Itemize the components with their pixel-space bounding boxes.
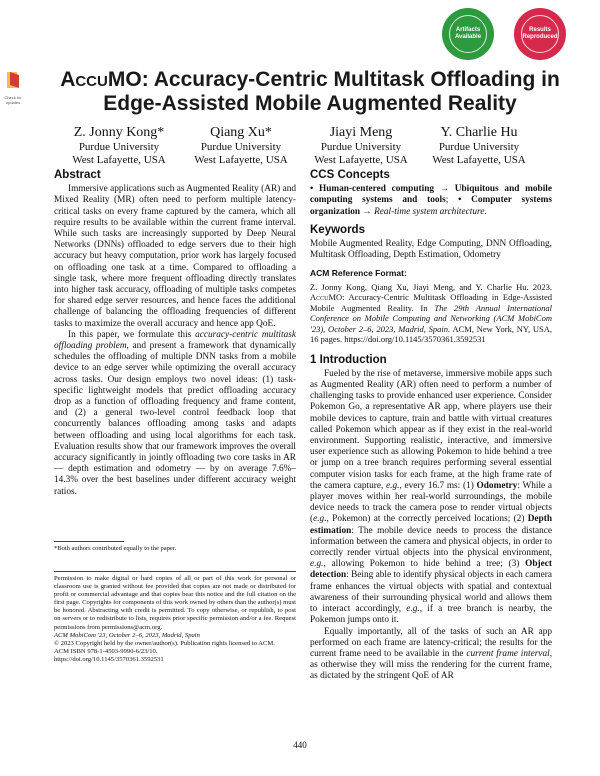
problem-name: accuracy-centric multitask offloading problem [54, 329, 296, 352]
keywords-heading: Keywords [310, 223, 365, 236]
introduction-paragraph: Fueled by the rise of metaverse, immersive mobile apps such as Augmented Reality (AR) often need to perform a number of challenging tasks to provide enhanced user experience. Consider Pokemon Go, a representative AR app, where players use their mobile devices to capture, train and battle with virtual creatures called Pokemon which appear as if they exist in the real-world environment. Supporting realistic, interactive, and immersive user experience such as allowing Pokemon to hide behind a tree or jump on a tree branch requires performing several essential computer vision tasks for each frame, at the high frame rate of the camera capture, e.g., every 16.7 ms: (1) Odometry: While a player moves within her real-world surroundings, the mobile device needs to track the camera pose to render virtual objects (e.g., Pokemon) at the correctly perceived locations; (2) Depth estimation: The mobile device needs to process the distance information between the camera and physical objects, in order to correctly render virtual objects into the physical environment, e.g., allowing Pokemon to hide behind a tree; (3) Object detection: Being able to identify physical objects in each camera frame enhances the virtual objects with spatial and contextual awareness of their surrounding physical world and allows them to interact accordingly, e.g., if a tree branch is nearby, the Pokemon jumps onto it. [310, 368, 553, 626]
author-name: Y. Charlie Hu [440, 125, 518, 140]
left-column [54, 170, 296, 498]
keywords-list: Mobile Augmented Reality, Edge Computing, DNN Offloading, Multitask Offloading, Depth Estimation, Odometry [310, 239, 552, 261]
page-number: 440 [293, 740, 307, 750]
results-reproduced-badge [514, 8, 566, 60]
doi-link[interactable]: https://doi.org/10.1145/3570361.3592531 [54, 655, 164, 663]
abstract-paragraph: Immersive applications such as Augmented Reality (AR) and Mixed Reality (MR) often need to perform multiple latency-critical tasks on every frame captured by the camera, which all require results to be available within the current frame interval. While such tasks are increasingly supported by Deep Neural Networks (DNNs) offloaded to edge servers due to their high accuracy but heavy computation, prior work has largely focused on offloading one task at a time. Compared to offloading a single task, where more frequent offloading directly translates into higher task accuracy, offloading of multiple tasks competes for shared edge server resources, and hence faces the additional challenge of balancing the offloading frequencies of different tasks to maximize the overall accuracy and hence app QoE. [54, 184, 296, 329]
author-affiliation: Purdue University [438, 141, 520, 153]
right-column [310, 170, 552, 683]
author-affiliation: Purdue University [78, 141, 160, 153]
permission-block [54, 575, 296, 664]
check-for-updates-icon [4, 70, 22, 90]
ccs-concepts: • Human-centered computing → Ubiquitous and mobile computing systems and tools; • Computer systems organization → Real-time system architecture. [310, 184, 552, 217]
author-affiliation: Purdue University [320, 141, 402, 153]
abstract-heading: Abstract [54, 169, 101, 181]
conference-info: ACM MobiCom '23, October 2–6, 2023, Madrid, Spain [54, 631, 200, 639]
permission-notice: Permission to make digital or hard copies of all or part of this work for personal or classroom use is granted without fee provided that copies are not made or distributed for profit or commercial advantage and that copies bear this notice and the full citation on the first page. Copyrights for components of this work owned by others than the author(s) must be honored. Abstracting with credit is permitted. To copy otherwise, or republish, to post on servers or to redistribute to lists, requires prior specific permission and/or a fee. Request permissions from permissions@acm.org. [54, 575, 296, 631]
introduction-paragraph: Equally importantly, all of the tasks of such an AR app performed on each frame are latency-critical; the results for the current frame need to be available in the current frame interval, as otherwise they will miss the rendering for the current frame, as dictated by the stringent QoE of AR [310, 626, 553, 682]
title-line2: Edge-Assisted Mobile Augmented Reality [103, 92, 517, 115]
permission-rule [54, 571, 296, 572]
author-block [54, 124, 184, 167]
author-location: West Lafayette, USA [432, 154, 526, 166]
artifacts-available-badge [442, 8, 494, 60]
ccs-heading: CCS Concepts [310, 169, 390, 181]
author-name: Jiayi Meng [329, 125, 393, 140]
author-location: West Lafayette, USA [314, 154, 408, 166]
copyright-notice: © 2023 Copyright held by the owner/author(s). Publication rights licensed to ACM. [54, 639, 275, 647]
introduction-heading: 1 Introduction [310, 353, 387, 366]
author-name: Qiang Xu* [210, 125, 272, 140]
reference-format-heading: ACM Reference Format: [310, 268, 407, 279]
author-block [176, 124, 306, 167]
author-location: West Lafayette, USA [194, 154, 288, 166]
reference-format: Z. Jonny Kong, Qiang Xu, Jiayi Meng, and Y. Charlie Hu. 2023. AccuMO: Accuracy-Centric Multitask Offloading in Edge-Assisted Mobile Augmented Reality. In The 29th Annual International Conference on Mobile Computing and Networking (ACM MobiCom '23), October 2–6, 2023, Madrid, Spain. ACM, New York, NY, USA, 16 pages. https://doi.org/10.1145/3570361.3592531 [310, 281, 553, 345]
author-block [414, 124, 544, 167]
author-location: West Lafayette, USA [72, 154, 166, 166]
abstract-paragraph: In this paper, we formulate this accuracy-centric multitask offloading problem, and present a framework that dynamically schedules the offloading of multiple DNN tasks from a mobile device to an edge server while optimizing the overall accuracy across tasks. Our design employs two novel ideas: (1) task-specific lightweight models that predict offloading accuracy drop as a function of offloading frequency and frame content, and (2) a general two-level control feedback loop that concurrently balances offloading among tasks and adapts between offloading and using local algorithms for each task. Evaluation results show that our framework improves the overall accuracy significantly in jointly offloading two core tasks in AR — depth estimation and odometry — by on average 7.6%–14.3% over the best baselines under different accuracy weight ratios. [54, 329, 296, 497]
artifacts-available-label: Artifacts Available [449, 15, 487, 53]
paper-title [40, 68, 580, 116]
system-name: AccuMO [60, 68, 142, 91]
isbn: ACM ISBN 978-1-4503-9990-6/23/10. [54, 647, 158, 655]
check-for-updates-button[interactable] [2, 70, 24, 105]
check-for-updates-label: Check for updates [4, 95, 22, 105]
author-block [296, 124, 426, 167]
footnote-rule [54, 541, 124, 542]
equal-contribution-footnote: *Both authors contributed equally to the paper. [54, 545, 177, 552]
author-affiliation: Purdue University [200, 141, 282, 153]
title-line1: : Accuracy-Centric Multitask Offloading in [141, 68, 560, 91]
author-name: Z. Jonny Kong* [73, 125, 165, 140]
results-reproduced-label: Results Reproduced [521, 15, 559, 53]
